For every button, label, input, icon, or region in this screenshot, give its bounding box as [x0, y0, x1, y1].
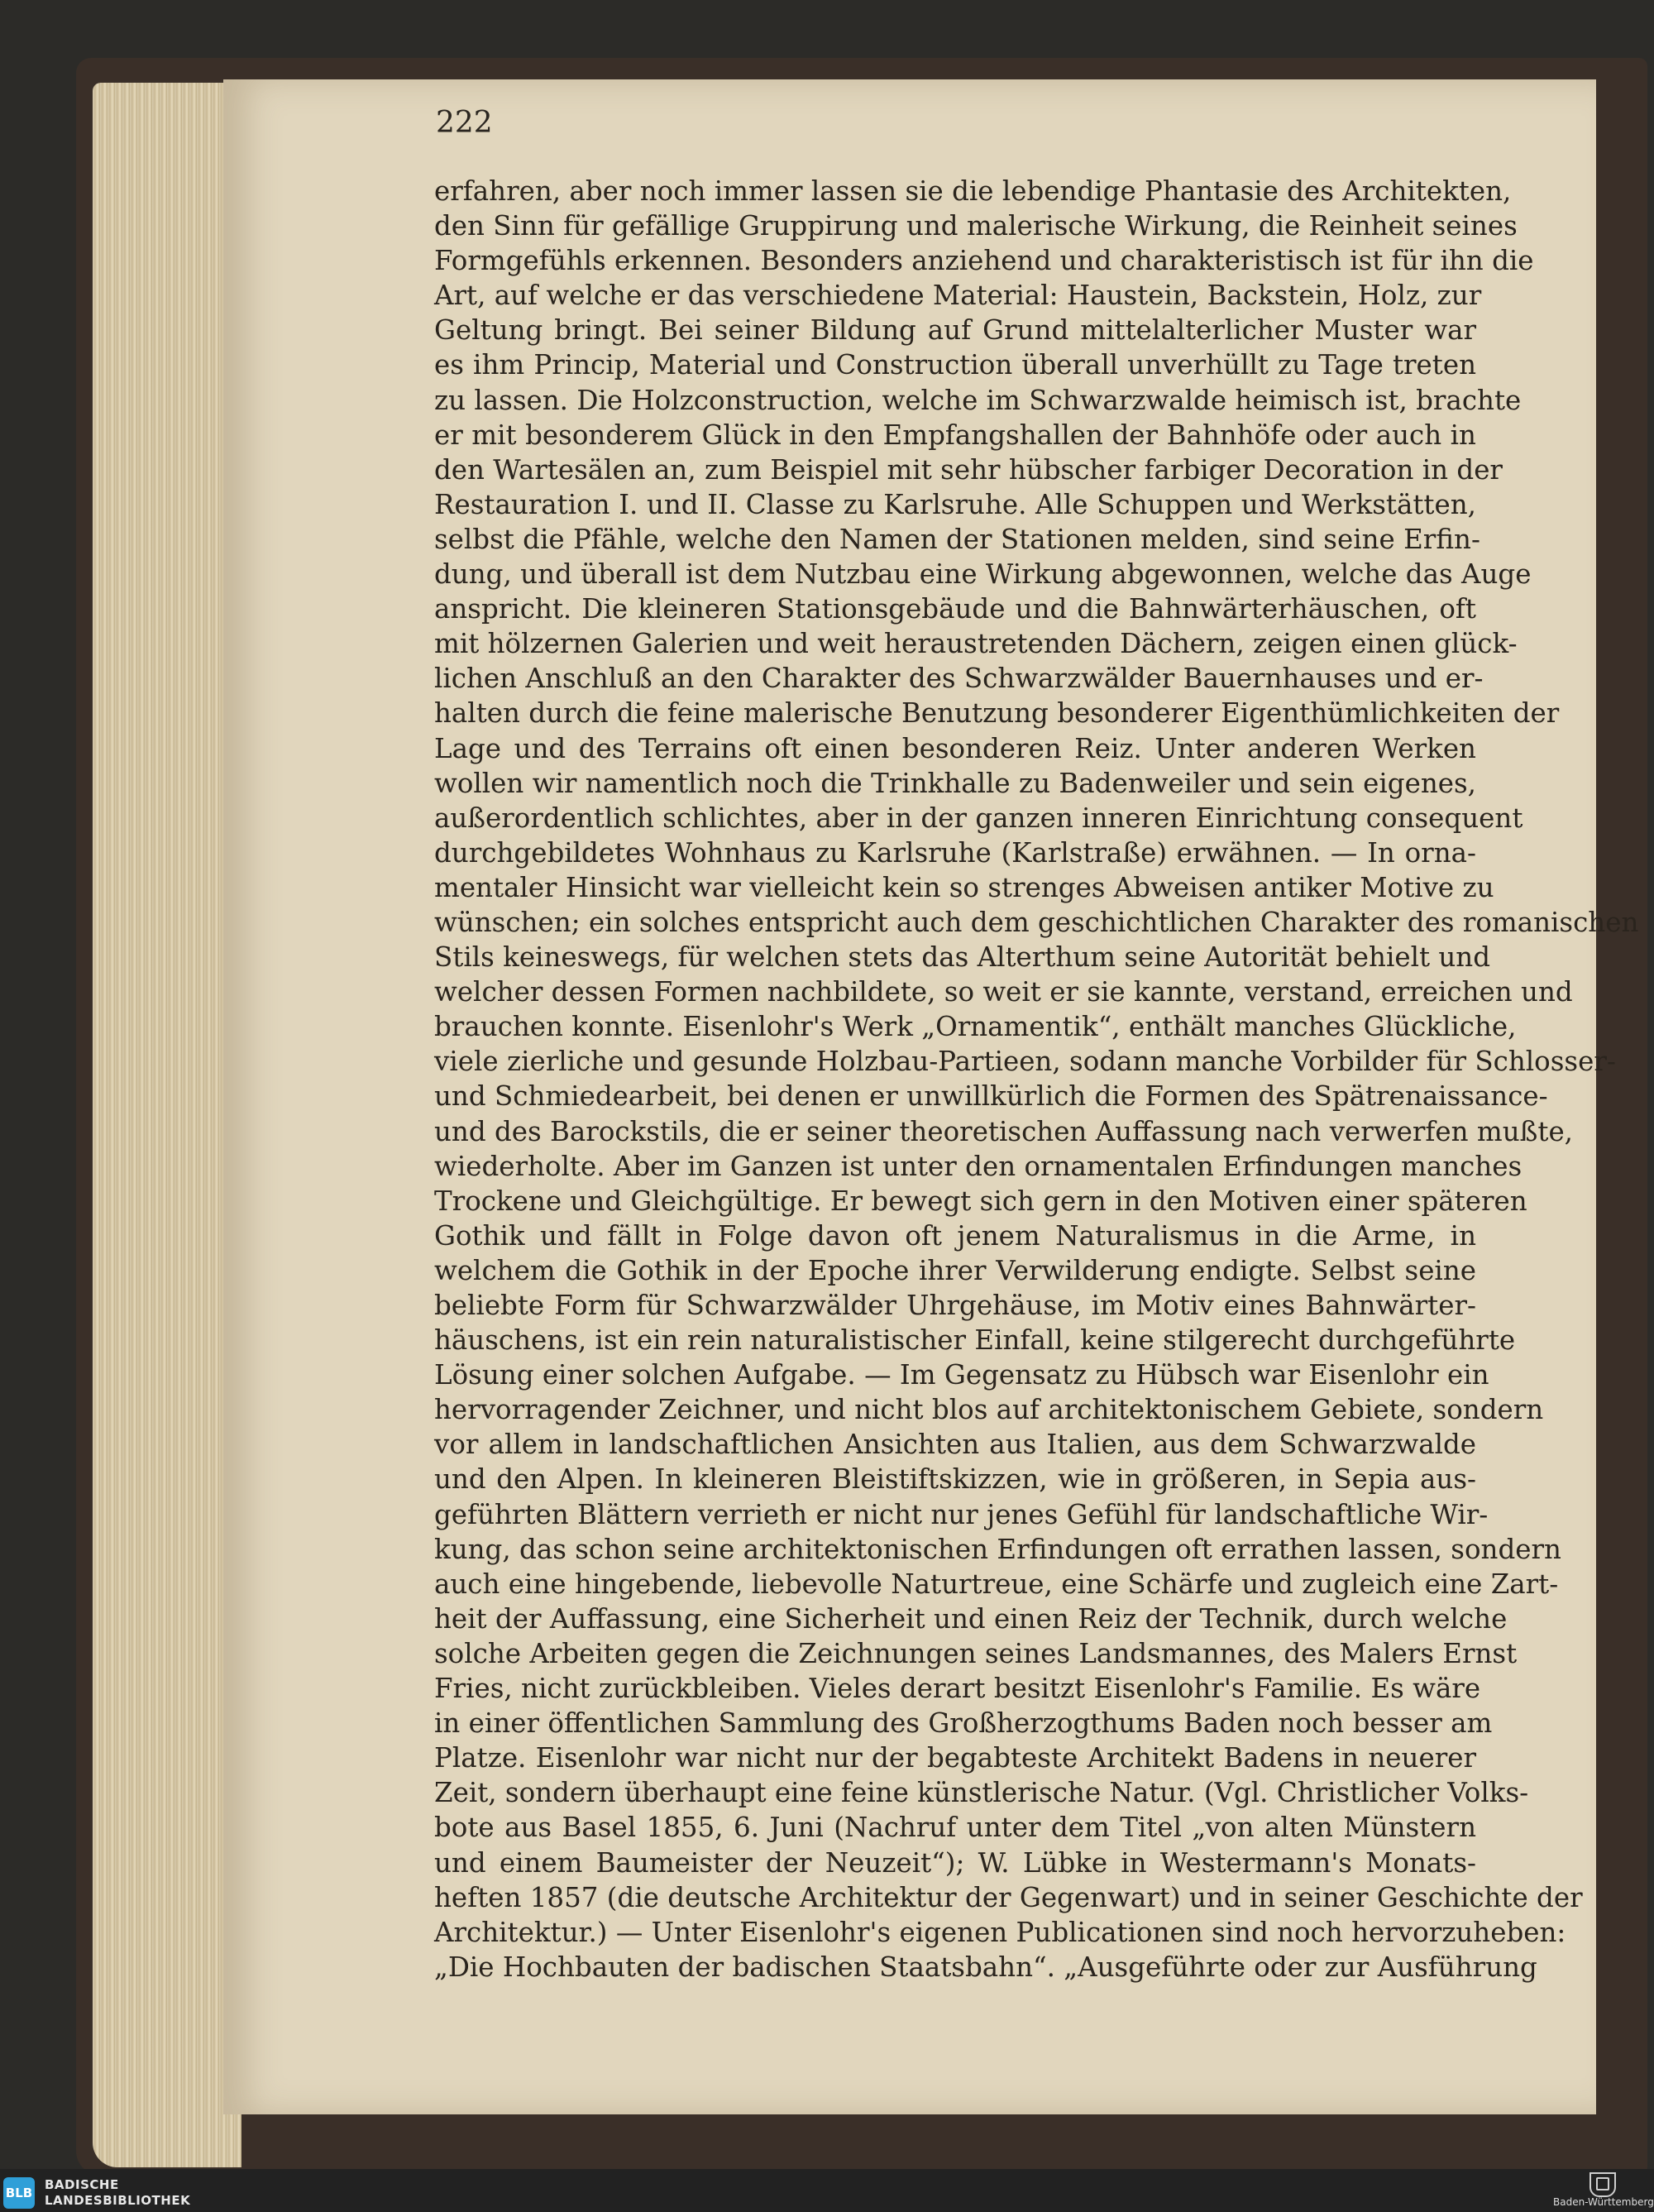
- text-line: heit der Auffassung, eine Sicherheit und einen Reiz der Technik, durch welche: [434, 1602, 1508, 1635]
- text-line: Platze. Eisenlohr war nicht nur der begabteste Architekt Badens in neuerer: [434, 1742, 1476, 1774]
- state-emblem-icon: [1589, 2172, 1616, 2197]
- text-line: kung, das schon seine architektonischen Erfindungen oft errathen lassen, sondern: [434, 1533, 1561, 1565]
- text-line: wiederholte. Aber im Ganzen ist unter den ornamentalen Erfindungen manches: [434, 1150, 1523, 1182]
- text-line: brauchen konnte. Eisenlohr's Werk „Ornamentik“, enthält manches Glückliche,: [434, 1011, 1517, 1043]
- text-line: Stils keineswegs, für welchen stets das Alterthum seine Autorität behielt und: [434, 941, 1491, 974]
- text-line: Restauration I. und II. Classe zu Karlsruhe. Alle Schuppen und Werkstätten,: [434, 488, 1476, 520]
- text-line: und den Alpen. In kleineren Bleistiftskizzen, wie in größeren, in Sepia aus-: [434, 1463, 1476, 1496]
- blb-logo[interactable]: BLB: [3, 2177, 35, 2209]
- text-line: Art, auf welche er das verschiedene Material: Haustein, Backstein, Holz, zur: [434, 280, 1482, 312]
- text-line: welcher dessen Formen nachbildete, so weit er sie kannte, verstand, erreichen und: [434, 976, 1573, 1008]
- text-line: erfahren, aber noch immer lassen sie die lebendige Phantasie des Architekten,: [434, 175, 1512, 207]
- text-line: bote aus Basel 1855, 6. Juni (Nachruf unter dem Titel „von alten Münstern: [434, 1812, 1476, 1844]
- text-line: Formgefühls erkennen. Besonders anziehend und charakteristisch ist für ihn die: [434, 245, 1534, 277]
- page-number: 222: [436, 106, 493, 140]
- text-line: er mit besonderem Glück in den Empfangshallen der Bahnhöfe oder auch in: [434, 419, 1476, 451]
- text-line: mit hölzernen Galerien und weit heraustretenden Dächern, zeigen einen glück-: [434, 628, 1518, 660]
- text-line: anspricht. Die kleineren Stationsgebäude und die Bahnwärterhäuschen, oft: [434, 593, 1476, 625]
- text-line: außerordentlich schlichtes, aber in der ganzen inneren Einrichtung consequent: [434, 802, 1523, 834]
- text-line: lichen Anschluß an den Charakter des Schwarzwälder Bauernhauses und er-: [434, 663, 1484, 695]
- text-line: heften 1857 (die deutsche Architektur der Gegenwart) und in seiner Geschichte der: [434, 1881, 1583, 1913]
- text-line: den Wartesälen an, zum Beispiel mit sehr hübscher farbiger Decoration in der: [434, 453, 1503, 486]
- text-line: häuschens, ist ein rein naturalistischer Einfall, keine stilgerecht durchgeführte: [434, 1324, 1516, 1357]
- text-line: Lösung einer solchen Aufgabe. — Im Gegensatz zu Hübsch war Eisenlohr ein: [434, 1359, 1489, 1391]
- text-line: Lage und des Terrains oft einen besonderen Reiz. Unter anderen Werken: [434, 732, 1476, 764]
- state-label: Baden-Württemberg: [1553, 2196, 1654, 2208]
- footer-bar: [0, 2169, 1654, 2212]
- text-line: viele zierliche und gesunde Holzbau-Partieen, sodann manche Vorbilder für Schlosser-: [434, 1046, 1616, 1078]
- library-name-line1: BADISCHE: [45, 2177, 119, 2192]
- library-name-line2: LANDESBIBLIOTHEK: [45, 2193, 191, 2208]
- text-line: Fries, nicht zurückbleiben. Vieles derart besitzt Eisenlohr's Familie. Es wäre: [434, 1673, 1481, 1705]
- page-edges: [93, 83, 241, 2167]
- text-line: durchgebildetes Wohnhaus zu Karlsruhe (Karlstraße) erwähnen. — In orna-: [434, 836, 1476, 869]
- text-line: den Sinn für gefällige Gruppirung und malerische Wirkung, die Reinheit seines: [434, 210, 1518, 242]
- text-line: welchem die Gothik in der Epoche ihrer Verwilderung endigte. Selbst seine: [434, 1254, 1476, 1286]
- text-line: beliebte Form für Schwarzwälder Uhrgehäuse, im Motiv eines Bahnwärter-: [434, 1290, 1476, 1321]
- library-name[interactable]: [45, 2177, 190, 2209]
- text-line: halten durch die feine malerische Benutzung besonderer Eigenthümlichkeiten der: [434, 697, 1560, 730]
- text-line: zu lassen. Die Holzconstruction, welche im Schwarzwalde heimisch ist, brachte: [434, 384, 1522, 416]
- body-text: [434, 174, 1639, 1985]
- text-line: dung, und überall ist dem Nutzbau eine Wirkung abgewonnen, welche das Auge: [434, 558, 1532, 591]
- text-line: auch eine hingebende, liebevolle Naturtreue, eine Schärfe und zugleich eine Zart-: [434, 1568, 1559, 1600]
- text-line: hervorragender Zeichner, und nicht blos auf architektonischem Gebiete, sondern: [434, 1394, 1544, 1426]
- text-line: und des Barockstils, die er seiner theoretischen Auffassung nach verwerfen mußte,: [434, 1115, 1574, 1147]
- text-line: Trockene und Gleichgültige. Er bewegt sich gern in den Motiven einer späteren: [434, 1185, 1527, 1217]
- text-line: solche Arbeiten gegen die Zeichnungen seines Landsmannes, des Malers Ernst: [434, 1637, 1518, 1669]
- text-line: Architektur.) — Unter Eisenlohr's eigenen Publicationen sind noch hervorzuheben:: [434, 1916, 1566, 1948]
- text-line: vor allem in landschaftlichen Ansichten aus Italien, aus dem Schwarzwalde: [434, 1429, 1476, 1461]
- text-line: wünschen; ein solches entspricht auch dem geschichtlichen Charakter des romanischen: [434, 906, 1639, 938]
- text-line: „Die Hochbauten der badischen Staatsbahn“. „Ausgeführte oder zur Ausführung: [434, 1951, 1537, 1983]
- text-line: und einem Baumeister der Neuzeit“); W. Lübke in Westermann's Monats-: [434, 1846, 1476, 1879]
- text-line: Gothik und fällt in Folge davon oft jenem Naturalismus in die Arme, in: [434, 1219, 1476, 1252]
- text-line: selbst die Pfähle, welche den Namen der Stationen melden, sind seine Erfin-: [434, 523, 1480, 555]
- text-line: es ihm Princip, Material und Construction überall unverhüllt zu Tage treten: [434, 349, 1476, 381]
- text-line: wollen wir namentlich noch die Trinkhalle zu Badenweiler und sein eigenes,: [434, 767, 1476, 799]
- text-line: geführten Blättern verrieth er nicht nur jenes Gefühl für landschaftliche Wir-: [434, 1498, 1489, 1530]
- text-line: in einer öffentlichen Sammlung des Großherzogthums Baden noch besser am: [434, 1707, 1493, 1740]
- text-line: Zeit, sondern überhaupt eine feine künstlerische Natur. (Vgl. Christlicher Volks-: [434, 1777, 1529, 1809]
- text-line: und Schmiedearbeit, bei denen er unwillkürlich die Formen des Spätrenaissance-: [434, 1080, 1548, 1113]
- text-line: mentaler Hinsicht war vielleicht kein so strenges Abweisen antiker Motive zu: [434, 871, 1494, 903]
- text-line: Geltung bringt. Bei seiner Bildung auf Grund mittelalterlicher Muster war: [434, 314, 1476, 347]
